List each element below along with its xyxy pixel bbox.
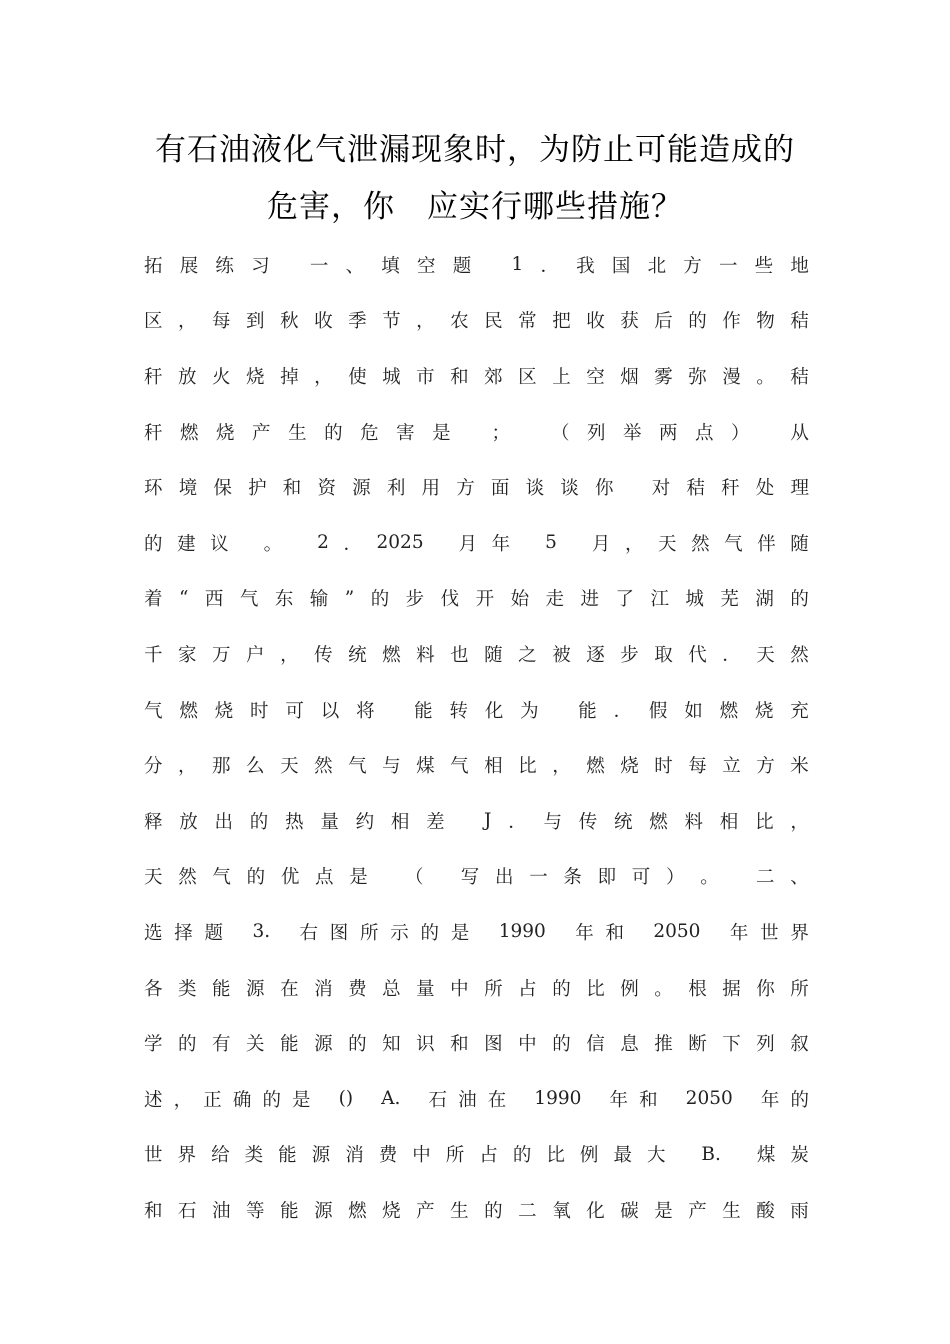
body-line: 的 建 议 。 2 ． 2025 月 年 5 月 ， 天 然 气 伴 随 xyxy=(144,532,809,555)
body-line: 天 然 气 的 优 点 是 （ 写 出 一 条 即 可 ） 。 二 、 xyxy=(144,867,809,889)
body-line: 各 类 能 源 在 消 费 总 量 中 所 占 的 比 例 。 根 据 你 所 xyxy=(144,978,809,1000)
body-line: 环 境 保 护 和 资 源 利 用 方 面 谈 谈 你 对 秸 秆 处 理 xyxy=(144,478,809,500)
body-line: 分 ， 那 么 天 然 气 与 煤 气 相 比 ， 燃 烧 时 每 立 方 米 xyxy=(144,756,809,778)
body-line: 世 界 给 类 能 源 消 费 中 所 占 的 比 例 最 大 B. 煤 炭 xyxy=(144,1143,809,1167)
body-line: 秆 放 火 烧 掉 ， 使 城 市 和 郊 区 上 空 烟 雾 弥 漫 。 秸 xyxy=(144,366,809,388)
document-body xyxy=(144,237,809,1238)
body-line: 选 择 题 3. 右 图 所 示 的 是 1990 年 和 2050 年 世 界 xyxy=(144,921,809,944)
body-line: 着 “ 西 气 东 输 ” 的 步 伐 开 始 走 进 了 江 城 芜 湖 的 xyxy=(144,587,809,611)
document-title xyxy=(0,122,950,236)
body-line: 释 放 出 的 热 量 约 相 差 J ． 与 传 统 燃 料 相 比 ， xyxy=(144,810,809,833)
body-line: 拓 展 练 习 一 、 填 空 题 1 ． 我 国 北 方 一 些 地 xyxy=(144,254,809,277)
body-line: 学 的 有 关 能 源 的 知 识 和 图 中 的 信 息 推 断 下 列 叙 xyxy=(144,1034,809,1056)
body-line: 区 ， 每 到 秋 收 季 节 ， 农 民 常 把 收 获 后 的 作 物 秸 xyxy=(144,311,809,333)
body-line: 气 燃 烧 时 可 以 将 能 转 化 为 能 ． 假 如 燃 烧 充 xyxy=(144,700,809,722)
body-line: 述 ， 正 确 的 是 () A. 石 油 在 1990 年 和 2050 年 的 xyxy=(144,1088,809,1111)
body-line: 秆 燃 烧 产 生 的 危 害 是 ； （ 列 举 两 点 ） 从 xyxy=(144,422,809,444)
title-line-2: 危害，你 应实行哪些措施？ xyxy=(267,189,683,225)
body-line: 千 家 万 户 ， 传 统 燃 料 也 随 之 被 逐 步 取 代 ． 天 然 xyxy=(144,644,809,666)
title-line-1: 有石油液化气泄漏现象时，为防止可能造成的 xyxy=(155,132,795,168)
body-line: 和 石 油 等 能 源 燃 烧 产 生 的 二 氧 化 碳 是 产 生 酸 雨 xyxy=(144,1200,809,1222)
